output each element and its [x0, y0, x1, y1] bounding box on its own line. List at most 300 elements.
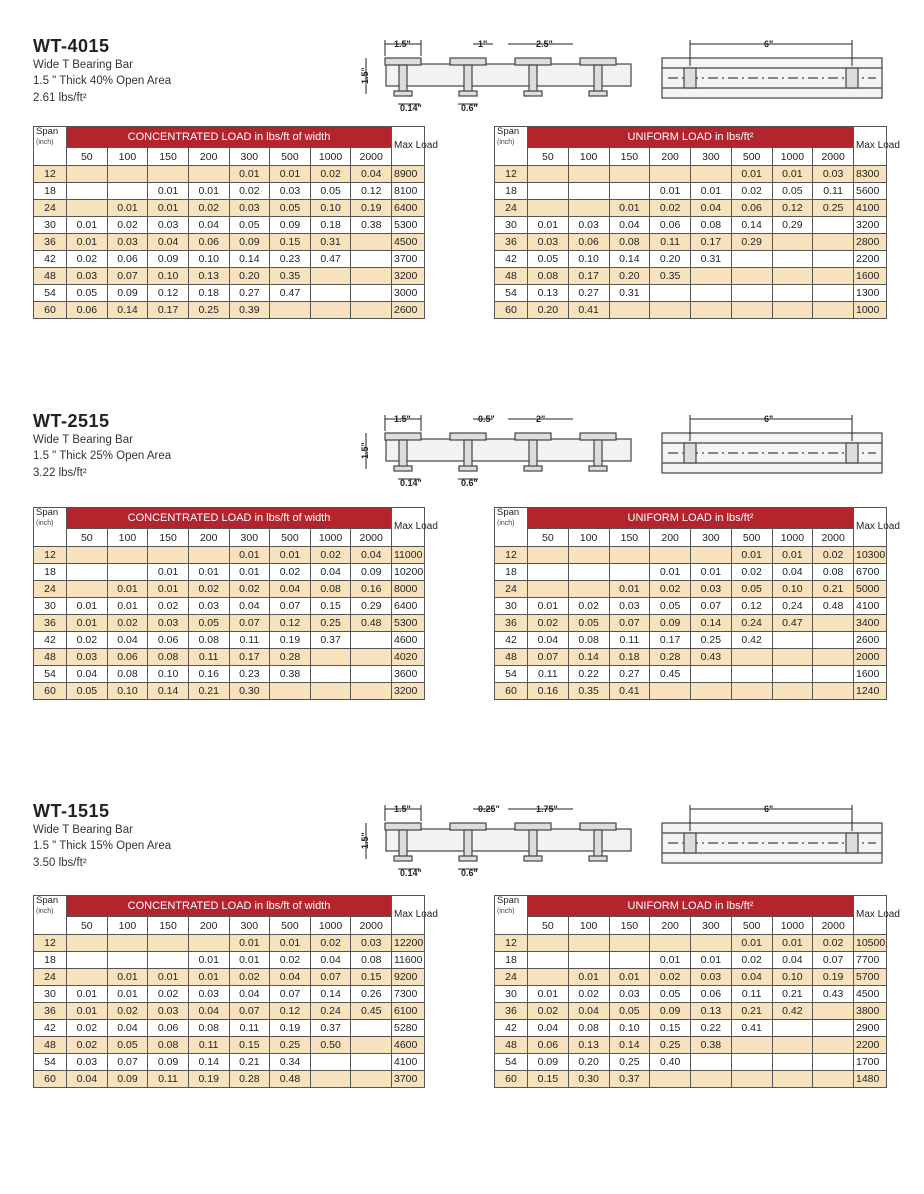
deflection-cell: 0.08 [310, 581, 351, 598]
deflection-cell [351, 632, 392, 649]
deflection-cell: 0.11 [148, 1071, 189, 1088]
span-unit: (inch) [36, 520, 54, 527]
deflection-cell: 0.04 [67, 1071, 108, 1088]
table-row [34, 683, 425, 700]
deflection-cell: 0.43 [813, 986, 854, 1003]
table-row [34, 268, 425, 285]
span-cell: 42 [34, 632, 67, 649]
span-cell: 24 [495, 200, 528, 217]
deflection-cell: 0.19 [188, 1071, 229, 1088]
span-cell: 12 [495, 547, 528, 564]
deflection-cell: 0.28 [650, 649, 691, 666]
deflection-cell: 0.02 [568, 986, 609, 1003]
max-load-cell: 5700 [854, 969, 887, 986]
deflection-cell [691, 1071, 732, 1088]
load-column-header: 1000 [310, 917, 351, 935]
deflection-cell [351, 285, 392, 302]
deflection-cell [67, 952, 108, 969]
deflection-cell: 0.08 [107, 666, 148, 683]
deflection-cell: 0.08 [351, 952, 392, 969]
deflection-cell: 0.02 [148, 598, 189, 615]
deflection-cell [813, 1020, 854, 1037]
span-header [495, 896, 528, 935]
max-load-cell: 3000 [392, 285, 425, 302]
deflection-cell [310, 1071, 351, 1088]
table-row [34, 547, 425, 564]
max-load-cell: 6100 [392, 1003, 425, 1020]
product-thickness: 1.5 " Thick 40% Open Area [33, 75, 172, 87]
deflection-cell: 0.07 [609, 615, 650, 632]
deflection-cell: 0.38 [351, 217, 392, 234]
deflection-cell: 0.01 [188, 969, 229, 986]
deflection-cell [691, 935, 732, 952]
span-label: Span [497, 507, 520, 518]
deflection-cell [148, 935, 189, 952]
deflection-cell: 0.25 [188, 302, 229, 319]
deflection-cell: 0.04 [528, 1020, 569, 1037]
deflection-cell: 0.38 [270, 666, 311, 683]
deflection-cell: 0.35 [650, 268, 691, 285]
load-column-header: 150 [148, 148, 189, 166]
deflection-cell: 0.19 [813, 969, 854, 986]
load-column-header: 1000 [310, 148, 351, 166]
deflection-cell [67, 547, 108, 564]
load-column-header: 150 [609, 529, 650, 547]
deflection-cell: 0.06 [650, 217, 691, 234]
table-row [34, 1020, 425, 1037]
deflection-cell: 0.50 [310, 1037, 351, 1054]
deflection-cell: 0.04 [772, 952, 813, 969]
product-description: Wide T Bearing Bar [33, 59, 133, 71]
max-load-cell: 9200 [392, 969, 425, 986]
deflection-cell: 0.03 [270, 183, 311, 200]
load-column-header: 2000 [813, 148, 854, 166]
dim-flange-label: 0.6" [461, 868, 478, 878]
dim-width-label: 1.5" [394, 804, 411, 814]
deflection-cell: 0.17 [691, 234, 732, 251]
dim-width-label: 1.5" [394, 39, 411, 49]
span-cell: 30 [495, 598, 528, 615]
max-load-cell: 1700 [854, 1054, 887, 1071]
load-column-header: 300 [229, 148, 270, 166]
deflection-cell: 0.02 [107, 615, 148, 632]
deflection-cell [772, 1037, 813, 1054]
max-load-cell: 2900 [854, 1020, 887, 1037]
deflection-cell: 0.05 [609, 1003, 650, 1020]
max-load-cell: 1480 [854, 1071, 887, 1088]
deflection-cell [813, 1037, 854, 1054]
deflection-cell: 0.15 [351, 969, 392, 986]
deflection-cell [772, 251, 813, 268]
deflection-cell: 0.18 [188, 285, 229, 302]
deflection-cell [528, 935, 569, 952]
span-header [34, 127, 67, 166]
dim-width-label: 1.5" [394, 414, 411, 424]
max-load-cell: 10500 [854, 935, 887, 952]
concentrated-load-table [33, 126, 438, 319]
deflection-cell: 0.07 [107, 1054, 148, 1071]
deflection-cell: 0.09 [229, 234, 270, 251]
deflection-cell: 0.17 [229, 649, 270, 666]
deflection-cell: 0.09 [351, 564, 392, 581]
deflection-cell: 0.04 [188, 1003, 229, 1020]
load-column-header: 2000 [351, 148, 392, 166]
deflection-cell: 0.01 [67, 234, 108, 251]
deflection-cell [609, 935, 650, 952]
span-cell: 24 [34, 581, 67, 598]
deflection-cell [813, 217, 854, 234]
load-column-header: 200 [188, 529, 229, 547]
dim-gap-label: 0.5" [478, 414, 495, 424]
deflection-cell: 0.02 [148, 986, 189, 1003]
deflection-cell: 0.25 [310, 615, 351, 632]
load-column-header: 2000 [813, 917, 854, 935]
load-column-header: 500 [731, 917, 772, 935]
deflection-cell [107, 166, 148, 183]
deflection-cell: 0.14 [609, 251, 650, 268]
product-title: WT-1515 [33, 801, 110, 821]
deflection-cell: 0.24 [310, 1003, 351, 1020]
deflection-cell [772, 1071, 813, 1088]
max-load-cell: 8300 [854, 166, 887, 183]
deflection-cell: 0.04 [731, 969, 772, 986]
deflection-cell: 0.03 [568, 217, 609, 234]
load-column-header: 50 [528, 148, 569, 166]
load-column-header: 300 [691, 529, 732, 547]
deflection-cell: 0.01 [772, 166, 813, 183]
max-load-cell: 4020 [392, 649, 425, 666]
max-load-cell: 5300 [392, 615, 425, 632]
dim-gap-label: 1" [478, 39, 488, 49]
deflection-cell: 0.04 [772, 564, 813, 581]
deflection-cell: 0.23 [270, 251, 311, 268]
deflection-cell: 0.11 [229, 632, 270, 649]
deflection-cell: 0.02 [107, 1003, 148, 1020]
deflection-cell: 0.02 [67, 251, 108, 268]
max-load-cell: 3700 [392, 1071, 425, 1088]
deflection-cell: 0.07 [107, 268, 148, 285]
deflection-cell [351, 1054, 392, 1071]
deflection-cell [568, 183, 609, 200]
deflection-cell: 0.08 [188, 1020, 229, 1037]
deflection-cell: 0.01 [67, 615, 108, 632]
deflection-cell: 0.15 [650, 1020, 691, 1037]
uniform-load-table [494, 126, 900, 319]
deflection-cell: 0.10 [148, 666, 189, 683]
table-row [495, 183, 887, 200]
deflection-cell: 0.27 [609, 666, 650, 683]
table-row [34, 986, 425, 1003]
deflection-cell [148, 952, 189, 969]
deflection-cell: 0.16 [188, 666, 229, 683]
max-load-header: Max Load [854, 127, 887, 166]
deflection-cell: 0.05 [107, 1037, 148, 1054]
product-section [0, 405, 924, 735]
deflection-cell: 0.02 [310, 166, 351, 183]
span-cell: 42 [495, 632, 528, 649]
deflection-cell: 0.02 [650, 200, 691, 217]
deflection-cell: 0.04 [351, 547, 392, 564]
deflection-cell: 0.01 [650, 952, 691, 969]
deflection-cell: 0.04 [310, 952, 351, 969]
deflection-cell: 0.04 [310, 564, 351, 581]
dim-spacing-label: 1.75" [536, 804, 558, 814]
load-column-header: 100 [568, 148, 609, 166]
deflection-cell [67, 564, 108, 581]
max-load-cell: 10300 [854, 547, 887, 564]
deflection-cell: 0.21 [229, 1054, 270, 1071]
deflection-cell: 0.02 [67, 1037, 108, 1054]
table-row [495, 217, 887, 234]
table-row [495, 935, 887, 952]
deflection-cell: 0.01 [107, 598, 148, 615]
deflection-cell: 0.05 [229, 217, 270, 234]
load-column-header: 2000 [351, 917, 392, 935]
product-thickness: 1.5 " Thick 25% Open Area [33, 450, 172, 462]
deflection-cell: 0.06 [148, 632, 189, 649]
max-load-cell: 4600 [392, 632, 425, 649]
load-column-header: 300 [229, 917, 270, 935]
deflection-cell: 0.02 [270, 952, 311, 969]
max-load-header: Max Load [392, 896, 425, 935]
max-load-cell: 3200 [854, 217, 887, 234]
table-row [495, 200, 887, 217]
table-row [34, 1003, 425, 1020]
product-description: Wide T Bearing Bar [33, 434, 133, 446]
deflection-cell [813, 632, 854, 649]
deflection-cell: 0.08 [568, 632, 609, 649]
dim-web-label: 0.14" [400, 868, 422, 878]
deflection-cell: 0.22 [568, 666, 609, 683]
span-cell: 18 [495, 952, 528, 969]
uniform-load-table [494, 895, 900, 1088]
load-column-header: 1000 [310, 529, 351, 547]
load-column-header: 1000 [772, 529, 813, 547]
deflection-cell [691, 166, 732, 183]
span-label: Span [36, 895, 59, 906]
deflection-cell: 0.25 [609, 1054, 650, 1071]
dim-web-label: 0.14" [400, 478, 422, 488]
deflection-cell: 0.37 [310, 1020, 351, 1037]
max-load-cell: 3200 [392, 268, 425, 285]
cross-section-diagram [358, 801, 643, 879]
deflection-cell: 0.15 [270, 234, 311, 251]
deflection-cell: 0.01 [270, 166, 311, 183]
table-header-row [495, 127, 887, 148]
deflection-cell [148, 547, 189, 564]
table-row [34, 666, 425, 683]
deflection-cell: 0.09 [270, 217, 311, 234]
deflection-cell [310, 666, 351, 683]
concentrated-load-title: CONCENTRATED LOAD in lbs/ft of width [67, 127, 392, 148]
deflection-cell [67, 166, 108, 183]
table-row [34, 952, 425, 969]
deflection-cell: 0.03 [609, 986, 650, 1003]
deflection-cell: 0.19 [351, 200, 392, 217]
load-column-header: 100 [568, 917, 609, 935]
deflection-cell [772, 666, 813, 683]
deflection-cell: 0.10 [107, 683, 148, 700]
deflection-cell [731, 1071, 772, 1088]
deflection-cell: 0.08 [691, 217, 732, 234]
deflection-cell: 0.02 [731, 183, 772, 200]
table-row [495, 234, 887, 251]
load-column-header: 300 [691, 148, 732, 166]
table-row [495, 969, 887, 986]
deflection-cell: 0.12 [270, 1003, 311, 1020]
span-cell: 54 [34, 1054, 67, 1071]
deflection-cell [650, 683, 691, 700]
deflection-cell [67, 969, 108, 986]
deflection-cell [67, 200, 108, 217]
deflection-cell [528, 969, 569, 986]
deflection-cell: 0.01 [528, 217, 569, 234]
deflection-cell: 0.01 [67, 217, 108, 234]
deflection-cell [650, 302, 691, 319]
span-cell: 54 [495, 1054, 528, 1071]
deflection-cell: 0.01 [731, 935, 772, 952]
deflection-cell [772, 649, 813, 666]
span-cell: 36 [34, 234, 67, 251]
deflection-cell: 0.05 [568, 615, 609, 632]
deflection-cell: 0.02 [107, 217, 148, 234]
deflection-cell: 0.03 [67, 1054, 108, 1071]
deflection-cell [351, 251, 392, 268]
max-load-cell: 3700 [392, 251, 425, 268]
deflection-cell: 0.06 [67, 302, 108, 319]
deflection-cell [351, 649, 392, 666]
deflection-cell: 0.45 [351, 1003, 392, 1020]
max-load-cell: 3600 [392, 666, 425, 683]
table-row [34, 234, 425, 251]
span-cell: 54 [34, 666, 67, 683]
dim-height-label: 1.5" [360, 442, 370, 459]
max-load-cell: 4600 [392, 1037, 425, 1054]
deflection-cell [107, 547, 148, 564]
deflection-cell: 0.25 [813, 200, 854, 217]
deflection-cell: 0.02 [310, 547, 351, 564]
deflection-cell: 0.03 [148, 217, 189, 234]
max-load-cell: 2200 [854, 1037, 887, 1054]
deflection-cell [351, 234, 392, 251]
deflection-cell: 0.43 [691, 649, 732, 666]
load-column-header: 200 [188, 917, 229, 935]
deflection-cell: 0.03 [148, 1003, 189, 1020]
deflection-cell: 0.20 [568, 1054, 609, 1071]
deflection-cell: 0.01 [772, 547, 813, 564]
deflection-cell: 0.03 [188, 598, 229, 615]
deflection-cell: 0.29 [351, 598, 392, 615]
table-row [495, 615, 887, 632]
max-load-cell: 7700 [854, 952, 887, 969]
span-unit: (inch) [36, 139, 54, 146]
deflection-cell: 0.19 [270, 632, 311, 649]
deflection-cell: 0.18 [609, 649, 650, 666]
deflection-cell: 0.07 [270, 598, 311, 615]
span-cell: 42 [495, 251, 528, 268]
concentrated-load-title: CONCENTRATED LOAD in lbs/ft of width [67, 508, 392, 529]
deflection-cell: 0.01 [772, 935, 813, 952]
deflection-cell: 0.02 [188, 581, 229, 598]
load-column-header: 50 [528, 917, 569, 935]
deflection-cell [731, 683, 772, 700]
table-header-row [34, 127, 425, 148]
deflection-cell: 0.26 [351, 986, 392, 1003]
deflection-cell: 0.19 [270, 1020, 311, 1037]
span-cell: 18 [34, 952, 67, 969]
deflection-cell: 0.01 [67, 986, 108, 1003]
deflection-cell: 0.06 [148, 1020, 189, 1037]
deflection-cell: 0.06 [731, 200, 772, 217]
product-weight: 2.61 lbs/ft² [33, 92, 87, 104]
deflection-cell: 0.41 [568, 302, 609, 319]
deflection-cell [310, 683, 351, 700]
max-load-cell: 10200 [392, 564, 425, 581]
table-header-row [495, 896, 887, 917]
deflection-cell: 0.01 [148, 183, 189, 200]
deflection-cell: 0.02 [731, 952, 772, 969]
load-column-header: 50 [67, 917, 108, 935]
deflection-cell [650, 166, 691, 183]
deflection-cell: 0.04 [528, 632, 569, 649]
deflection-cell: 0.04 [568, 1003, 609, 1020]
deflection-cell: 0.30 [229, 683, 270, 700]
deflection-cell: 0.15 [310, 598, 351, 615]
deflection-cell: 0.13 [528, 285, 569, 302]
load-column-header: 150 [609, 917, 650, 935]
load-column-header: 50 [67, 529, 108, 547]
deflection-cell: 0.16 [351, 581, 392, 598]
deflection-cell: 0.04 [351, 166, 392, 183]
span-cell: 36 [495, 615, 528, 632]
deflection-cell: 0.01 [148, 581, 189, 598]
dim-centers-label: 6" [764, 39, 774, 49]
deflection-cell: 0.11 [188, 649, 229, 666]
table-row [495, 268, 887, 285]
span-unit: (inch) [497, 908, 515, 915]
deflection-cell [650, 547, 691, 564]
deflection-cell [568, 935, 609, 952]
dim-gap-label: 0.25" [478, 804, 500, 814]
deflection-cell [691, 683, 732, 700]
dim-height-label: 1.5" [360, 67, 370, 84]
max-load-cell: 2200 [854, 251, 887, 268]
deflection-cell: 0.03 [67, 649, 108, 666]
deflection-cell [772, 1020, 813, 1037]
table-row [495, 952, 887, 969]
deflection-cell: 0.04 [67, 666, 108, 683]
table-header-row [34, 896, 425, 917]
deflection-cell [813, 302, 854, 319]
deflection-cell: 0.08 [148, 649, 189, 666]
deflection-cell: 0.09 [107, 285, 148, 302]
deflection-cell: 0.01 [270, 547, 311, 564]
deflection-cell: 0.04 [229, 986, 270, 1003]
table-row [34, 1037, 425, 1054]
load-column-header: 200 [650, 917, 691, 935]
table-row [495, 547, 887, 564]
deflection-cell: 0.20 [528, 302, 569, 319]
deflection-cell: 0.21 [813, 581, 854, 598]
deflection-cell: 0.07 [310, 969, 351, 986]
table-row [34, 581, 425, 598]
span-cell: 12 [34, 935, 67, 952]
deflection-cell [107, 952, 148, 969]
deflection-cell: 0.04 [270, 581, 311, 598]
deflection-cell [650, 285, 691, 302]
deflection-cell: 0.13 [691, 1003, 732, 1020]
table-row [495, 986, 887, 1003]
